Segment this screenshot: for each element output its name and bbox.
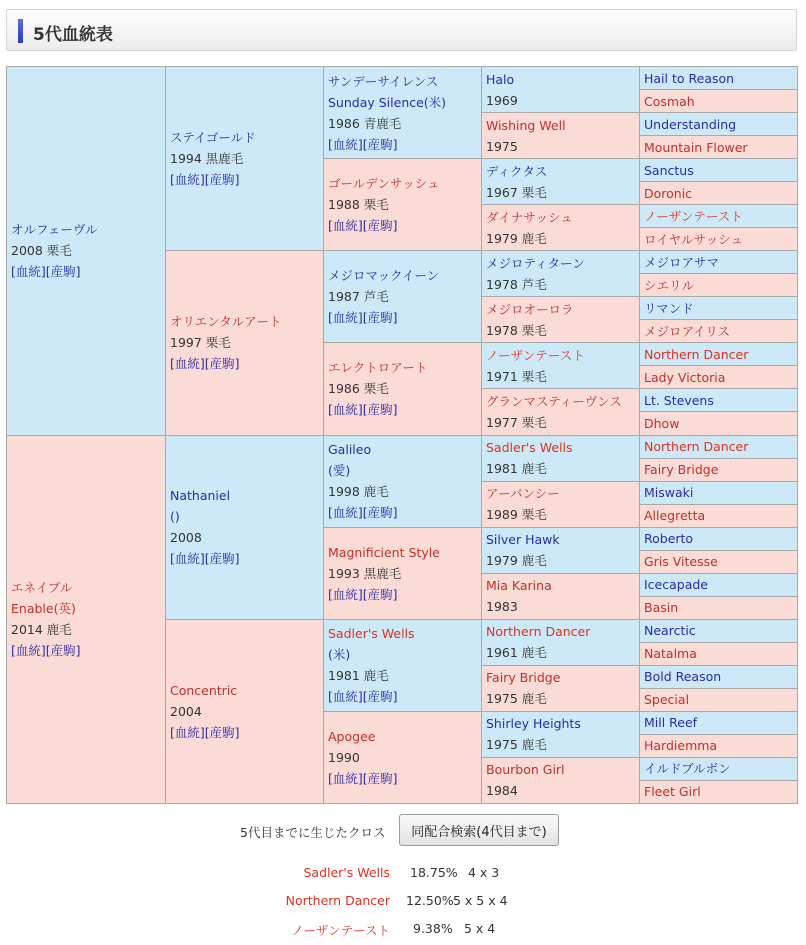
horse-name-link[interactable]: Mill Reef — [644, 715, 698, 731]
gen4-cell — [482, 205, 640, 251]
horse-name-link[interactable]: Allegretta — [644, 508, 706, 524]
horse-name-link[interactable]: Basin — [644, 600, 679, 616]
horse-name-link[interactable]: Lady Victoria — [644, 369, 726, 385]
horse-info: 1998 鹿毛 — [328, 484, 389, 500]
horse-name-link[interactable]: Galileo — [328, 442, 372, 458]
pedigree-table — [6, 66, 798, 804]
produce-link[interactable]: [産駒] — [45, 643, 81, 659]
horse-name-link[interactable]: オルフェーヴル — [11, 222, 98, 238]
gen4-cell — [482, 481, 640, 527]
produce-link[interactable]: [産駒] — [362, 586, 398, 602]
horse-name-link[interactable]: Sadler's Wells — [328, 626, 415, 642]
cross-horse-link[interactable]: Northern Dancer — [285, 893, 390, 908]
horse-links — [170, 353, 319, 374]
gen5-cell — [640, 67, 798, 90]
horse-name-link[interactable]: Fairy Bridge — [486, 670, 561, 686]
cross-row — [210, 865, 610, 885]
horse-name-link[interactable]: リマンド — [644, 300, 694, 316]
horse-name-link[interactable]: Northern Dancer — [644, 439, 749, 455]
cross-percent: 18.75% — [410, 865, 458, 880]
horse-info: 1961 鹿毛 — [486, 645, 547, 661]
pedigree-link[interactable]: [血統] — [328, 505, 363, 521]
gen2-cell — [166, 619, 324, 803]
horse-info: 1978 芦毛 — [486, 276, 547, 292]
cross-generation: 5 x 5 x 4 — [453, 893, 508, 908]
gen3-cell — [324, 343, 482, 435]
horse-name-link[interactable]: メジロアサマ — [644, 254, 720, 270]
page-title: 5代血統表 — [33, 25, 113, 45]
horse-info: 2008 栗毛 — [11, 243, 72, 259]
pedigree-link[interactable]: [血統] — [328, 218, 363, 234]
gen4-cell — [482, 435, 640, 481]
horse-name-link[interactable]: Hardiemma — [644, 738, 718, 754]
produce-link[interactable]: [産駒] — [362, 689, 398, 705]
horse-name-link[interactable]: グランマスティーヴンス — [486, 393, 622, 409]
gen5-cell — [640, 642, 798, 665]
horse-name-link[interactable]: Northern Dancer — [644, 346, 749, 362]
horse-name-link[interactable]: Mountain Flower — [644, 139, 748, 155]
gen4-cell — [482, 297, 640, 343]
cross-generation: 5 x 4 — [464, 921, 496, 936]
horse-name-link[interactable]: Roberto — [644, 531, 694, 547]
horse-info: 2008 — [170, 530, 202, 546]
horse-name-link[interactable]: Shirley Heights — [486, 716, 581, 732]
gen5-cell — [640, 320, 798, 343]
gen5-cell — [640, 711, 798, 734]
pedigree-link[interactable]: [血統] — [328, 310, 363, 326]
pedigree-link[interactable]: [血統] — [170, 356, 205, 372]
produce-link[interactable]: [産駒] — [204, 356, 240, 372]
horse-links — [328, 686, 477, 707]
horse-name-link[interactable]: Apogee — [328, 728, 376, 744]
gen4-cell — [482, 711, 640, 757]
cross-percent: 12.50% — [406, 893, 454, 908]
gen5-cell — [640, 113, 798, 136]
gen5-cell — [640, 297, 798, 320]
gen2-cell — [166, 435, 324, 619]
gen3-cell — [324, 67, 482, 159]
horse-name-link[interactable]: ゴールデンサッシュ — [328, 176, 440, 192]
gen4-cell — [482, 389, 640, 435]
horse-name-link[interactable]: ノーザンテースト — [486, 347, 585, 363]
gen2-cell — [166, 67, 324, 251]
horse-name-link[interactable]: メジロアイリス — [644, 323, 731, 339]
horse-name-link[interactable]: Silver Hawk — [486, 532, 560, 548]
horse-info: 1979 鹿毛 — [486, 553, 547, 569]
horse-name-link[interactable]: (米) — [328, 647, 351, 663]
gen5-cell — [640, 550, 798, 573]
horse-name-link[interactable]: オリエンタルアート — [170, 314, 282, 330]
gen5-cell — [640, 274, 798, 297]
cross-row — [210, 921, 610, 941]
gen4-cell — [482, 757, 640, 803]
horse-name-link[interactable]: Enable(英) — [11, 601, 76, 617]
horse-name-link[interactable]: Cosmah — [644, 93, 695, 109]
pedigree-link[interactable]: [血統] — [170, 724, 205, 740]
horse-links — [328, 134, 477, 155]
horse-info: 1983 — [486, 599, 518, 615]
horse-info: 1969 — [486, 92, 518, 108]
horse-name-link[interactable]: Gris Vitesse — [644, 554, 718, 570]
pedigree-link[interactable]: [血統] — [328, 586, 363, 602]
gen5-cell — [640, 780, 798, 803]
horse-info: 1979 鹿毛 — [486, 230, 547, 246]
pedigree-row — [7, 435, 798, 458]
cross-percent: 9.38% — [413, 921, 453, 936]
horse-name-link[interactable]: ディクタス — [486, 163, 548, 179]
gen4-cell — [482, 67, 640, 113]
horse-name-link[interactable]: Concentric — [170, 682, 238, 698]
pedigree-link[interactable]: [血統] — [328, 402, 363, 418]
horse-info: 1978 栗毛 — [486, 322, 547, 338]
produce-link[interactable]: [産駒] — [204, 172, 240, 188]
gen5-cell — [640, 458, 798, 481]
horse-info: 1988 栗毛 — [328, 197, 389, 213]
horse-name-link[interactable]: Sunday Silence(米) — [328, 94, 447, 110]
gen2-cell — [166, 251, 324, 435]
gen5-cell — [640, 343, 798, 366]
cross-horse-link[interactable]: ノーザンテースト — [291, 923, 390, 938]
horse-links — [170, 169, 319, 190]
gen4-cell — [482, 251, 640, 297]
gen4-cell — [482, 159, 640, 205]
horse-name-link[interactable]: サンデーサイレンス — [328, 73, 439, 89]
horse-info: 1990 — [328, 749, 360, 765]
gen5-cell — [640, 619, 798, 642]
horse-name-link[interactable]: ステイゴールド — [170, 130, 256, 146]
cross-generation: 4 x 3 — [468, 865, 500, 880]
horse-info: 1989 栗毛 — [486, 507, 547, 523]
horse-name-link[interactable]: Halo — [486, 71, 515, 87]
horse-name-link[interactable]: シエリル — [644, 277, 695, 293]
horse-name-link[interactable]: Hail to Reason — [644, 70, 735, 86]
gen5-cell — [640, 205, 798, 228]
same-mating-search-button[interactable]: 同配合検索(4代目まで) — [399, 814, 559, 846]
gen5-cell — [640, 228, 798, 251]
horse-info: 1984 — [486, 783, 518, 799]
horse-name-link[interactable]: ダイナサッシュ — [486, 209, 573, 225]
horse-info: 1997 栗毛 — [170, 335, 231, 351]
gen3-cell — [324, 527, 482, 619]
horse-info: 1986 青鹿毛 — [328, 115, 402, 131]
gen3-cell — [324, 619, 482, 711]
produce-link[interactable]: [産駒] — [204, 551, 240, 567]
horse-name-link[interactable]: Doronic — [644, 185, 693, 201]
gen5-cell — [640, 182, 798, 205]
pedigree-link[interactable]: [血統] — [328, 689, 363, 705]
horse-name-link[interactable]: Sanctus — [644, 162, 694, 178]
horse-info: 1967 栗毛 — [486, 184, 547, 200]
gen4-cell — [482, 343, 640, 389]
horse-name-link[interactable]: メジロティターン — [486, 255, 585, 271]
gen1-cell — [7, 435, 166, 804]
horse-name-link[interactable]: Icecapade — [644, 577, 709, 593]
gen5-cell — [640, 527, 798, 550]
horse-info: 1986 栗毛 — [328, 381, 389, 397]
horse-links — [11, 261, 161, 282]
horse-info: 1994 黒鹿毛 — [170, 151, 244, 167]
section-header — [6, 9, 797, 51]
gen4-cell — [482, 573, 640, 619]
pedigree-link[interactable]: [血統] — [11, 264, 46, 280]
produce-link[interactable]: [産駒] — [204, 724, 240, 740]
horse-name-link[interactable]: Bourbon Girl — [486, 762, 565, 778]
pedigree-link[interactable]: [血統] — [328, 770, 363, 786]
gen4-cell — [482, 527, 640, 573]
gen5-cell — [640, 159, 798, 182]
horse-info: 2004 — [170, 703, 202, 719]
produce-link[interactable]: [産駒] — [362, 402, 398, 418]
horse-info: 1971 栗毛 — [486, 368, 547, 384]
horse-name-link[interactable]: Understanding — [644, 116, 737, 132]
horse-links — [328, 399, 477, 420]
gen4-cell — [482, 113, 640, 159]
horse-name-link[interactable]: Special — [644, 692, 690, 708]
horse-links — [328, 307, 477, 328]
horse-info: 1975 鹿毛 — [486, 737, 547, 753]
horse-info: 1987 芦毛 — [328, 289, 389, 305]
gen5-cell — [640, 734, 798, 757]
produce-link[interactable]: [産駒] — [362, 136, 398, 152]
gen5-cell — [640, 90, 798, 113]
gen4-cell — [482, 665, 640, 711]
horse-links — [170, 548, 319, 569]
gen5-cell — [640, 573, 798, 596]
gen1-cell — [7, 67, 166, 436]
gen4-cell — [482, 619, 640, 665]
horse-links — [328, 215, 477, 236]
horse-info: 1981 鹿毛 — [328, 668, 389, 684]
horse-name-link[interactable]: エレクトロアート — [328, 360, 428, 376]
produce-link[interactable]: [産駒] — [45, 264, 81, 280]
produce-link[interactable]: [産駒] — [362, 505, 398, 521]
horse-name-link[interactable]: Nearctic — [644, 623, 696, 639]
horse-name-link[interactable]: Nathaniel — [170, 488, 231, 504]
gen5-cell — [640, 665, 798, 688]
horse-name-link[interactable]: Northern Dancer — [486, 624, 591, 640]
horse-links — [328, 584, 477, 605]
gen3-cell — [324, 251, 482, 343]
cross-row — [210, 893, 610, 913]
horse-links — [328, 768, 477, 789]
gen5-cell — [640, 757, 798, 780]
horse-name-link[interactable]: Miswaki — [644, 485, 694, 501]
horse-info: 2014 鹿毛 — [11, 622, 72, 638]
horse-name-link[interactable]: Fairy Bridge — [644, 462, 719, 478]
horse-name-link[interactable]: Natalma — [644, 646, 697, 662]
horse-name-link[interactable]: Sadler's Wells — [486, 440, 573, 456]
gen5-cell — [640, 481, 798, 504]
horse-name-link[interactable]: メジロマックイーン — [328, 268, 440, 284]
horse-name-link[interactable]: Mia Karina — [486, 578, 552, 594]
horse-name-link[interactable]: ノーザンテースト — [644, 208, 743, 224]
gen5-cell — [640, 504, 798, 527]
horse-info: 1975 — [486, 138, 518, 154]
cross-label: 5代目までに生じたクロス — [240, 825, 386, 840]
horse-info: 1993 黒鹿毛 — [328, 565, 402, 581]
horse-name-link[interactable]: Lt. Stevens — [644, 392, 714, 408]
gen5-cell — [640, 251, 798, 274]
horse-name-link[interactable]: Fleet Girl — [644, 784, 701, 800]
horse-info: 1977 栗毛 — [486, 414, 547, 430]
gen5-cell — [640, 136, 798, 159]
gen5-cell — [640, 389, 798, 412]
horse-name-link[interactable]: () — [170, 509, 180, 525]
pedigree-link[interactable]: [血統] — [170, 551, 205, 567]
produce-link[interactable]: [産駒] — [362, 310, 398, 326]
gen5-cell — [640, 596, 798, 619]
horse-links — [11, 640, 161, 661]
produce-link[interactable]: [産駒] — [362, 770, 398, 786]
horse-name-link[interactable]: メジロオーロラ — [486, 301, 574, 317]
pedigree-link[interactable]: [血統] — [328, 136, 363, 152]
pedigree-link[interactable]: [血統] — [170, 172, 205, 188]
gen3-cell — [324, 435, 482, 527]
header-accent-bar — [18, 19, 23, 43]
produce-link[interactable]: [産駒] — [362, 218, 398, 234]
gen5-cell — [640, 688, 798, 711]
horse-info: 1975 鹿毛 — [486, 691, 547, 707]
horse-name-link[interactable]: イルドブルボン — [644, 761, 731, 777]
horse-info: 1981 鹿毛 — [486, 461, 547, 477]
horse-name-link[interactable]: Wishing Well — [486, 117, 566, 133]
gen3-cell — [324, 159, 482, 251]
horse-name-link[interactable]: Bold Reason — [644, 669, 722, 685]
horse-name-link[interactable]: エネイブル — [11, 580, 73, 596]
gen5-cell — [640, 435, 798, 458]
horse-links — [328, 502, 477, 523]
gen5-cell — [640, 366, 798, 389]
pedigree-link[interactable]: [血統] — [11, 643, 46, 659]
horse-name-link[interactable]: アーバンシー — [486, 486, 560, 502]
gen3-cell — [324, 711, 482, 803]
horse-name-link[interactable]: ロイヤルサッシュ — [644, 231, 744, 247]
horse-links — [170, 722, 319, 743]
gen5-cell — [640, 412, 798, 435]
cross-horse-link[interactable]: Sadler's Wells — [303, 865, 390, 880]
horse-name-link[interactable]: Dhow — [644, 415, 680, 431]
horse-name-link[interactable]: (愛) — [328, 463, 351, 479]
horse-name-link[interactable]: Magnificient Style — [328, 544, 440, 560]
pedigree-row — [7, 67, 798, 90]
